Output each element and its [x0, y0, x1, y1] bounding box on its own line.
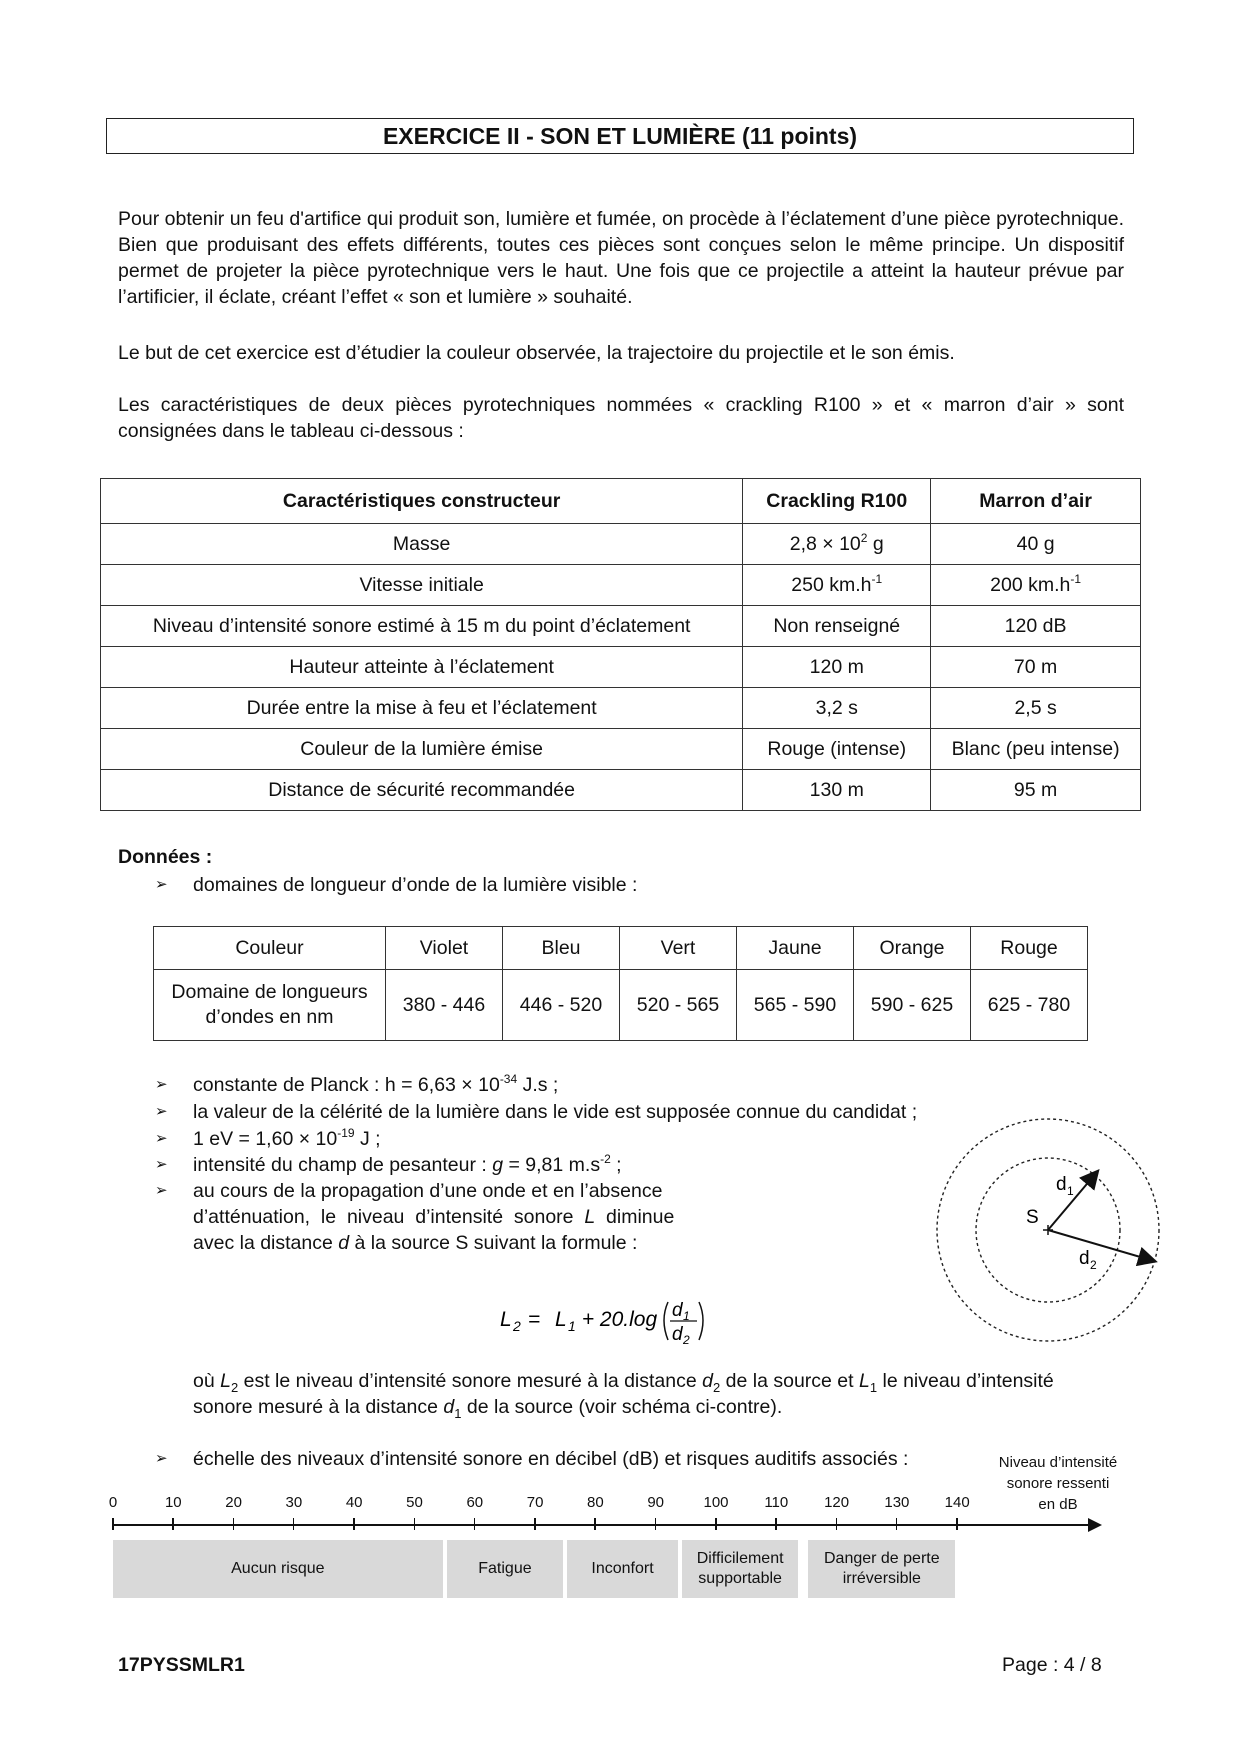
scale-tick-label: 140 — [944, 1494, 970, 1511]
wavelength-range-cell: 520 - 565 — [620, 970, 737, 1041]
formula-sub2: 2 — [513, 1318, 521, 1334]
table-cell: 70 m — [931, 647, 1141, 688]
formula-num-sub: 1 — [683, 1309, 690, 1323]
wavelength-range-cell: 565 - 590 — [737, 970, 854, 1041]
table-intro-paragraph: Les caractéristiques de deux pièces pyrotechniques nommées « crackling R100 » et « marron d’air » sont consignées dans le tableau ci-dessous : — [118, 394, 1124, 442]
table-cell: Blanc (peu intense) — [931, 729, 1141, 770]
exercise-title: EXERCICE II - SON ET LUMIÈRE (11 points) — [106, 118, 1134, 154]
color-name-cell: Vert — [620, 927, 737, 970]
arrow-bullet-icon: ➢ — [155, 1130, 168, 1147]
scale-tick-label: 0 — [108, 1494, 118, 1511]
table-cell: Masse — [101, 524, 743, 565]
scale-tick-label: 50 — [406, 1494, 423, 1511]
table-cell: 120 m — [743, 647, 931, 688]
table-row — [101, 647, 1141, 688]
formula-l1: L — [555, 1308, 567, 1331]
formula-den-sub: 2 — [683, 1333, 690, 1347]
scale-tick-label: 80 — [587, 1494, 604, 1511]
wavelength-range-cell: 446 - 520 — [503, 970, 620, 1041]
table-cell: 130 m — [743, 770, 931, 811]
distance-schema — [930, 1112, 1170, 1352]
table-cell: 95 m — [931, 770, 1141, 811]
arrow-bullet-icon: ➢ — [155, 1156, 168, 1173]
table-cell: Hauteur atteinte à l’éclatement — [101, 647, 743, 688]
scale-tick-label: 40 — [345, 1494, 363, 1511]
characteristics-table — [100, 478, 1141, 811]
scale-tick — [233, 1518, 235, 1530]
scale-tick — [112, 1518, 114, 1530]
table-cell: Vitesse initiale — [101, 565, 743, 606]
formula-sub1: 1 — [568, 1318, 576, 1334]
intro-paragraph: Pour obtenir un feu d'artifice qui produit son, lumière et fumée, on procède à l’éclatement d’une pièce pyrotechnique. Bien que produisant des effets différents, toutes ces pièces sont conçues selon le même principe. Un dispositif permet de projeter la pièce pyrotechnique vers le haut. Une fois que ce projectile a atteint la hauteur prévue par l’artificier, il éclate, créant l’effet « son et lumière » souhaité. — [118, 208, 1124, 308]
ou-line2: sonore mesuré à la distance $d_1$ de la source (voir schéma ci-contre). — [193, 1396, 783, 1421]
wavelength-table — [153, 926, 1088, 1041]
range-row-label: Domaine de longueurs d’ondes en nm — [154, 970, 386, 1041]
wavelength-range-cell: 380 - 446 — [386, 970, 503, 1041]
scale-tick — [896, 1518, 898, 1530]
formula-plus: + 20.log — [576, 1308, 658, 1331]
table-cell: 120 dB — [931, 606, 1141, 647]
table-cell: Couleur de la lumière émise — [101, 729, 743, 770]
formula-num: d — [672, 1300, 683, 1321]
scale-tick — [956, 1518, 958, 1530]
table-cell: 2,5 s — [931, 688, 1141, 729]
scale-tick — [353, 1518, 355, 1530]
arrow-bullet-icon: ➢ — [155, 1103, 168, 1120]
d2-sub: 2 — [1090, 1258, 1097, 1272]
color-name-cell: Orange — [854, 927, 971, 970]
scale-tick — [172, 1518, 174, 1530]
scale-tick — [293, 1518, 295, 1530]
table-cell: 200 $km.h^{-1}$ — [931, 565, 1141, 606]
formula-eq: = — [522, 1308, 546, 1331]
paren-right — [699, 1302, 703, 1340]
table-row — [101, 729, 1141, 770]
d2-label: d — [1079, 1248, 1090, 1269]
scale-tick-label: 120 — [824, 1494, 850, 1511]
scale-tick — [414, 1518, 416, 1530]
scale-tick-label: 60 — [466, 1494, 484, 1511]
footer-code: 17PYSSMLR1 — [118, 1654, 245, 1676]
table-cell: Distance de sécurité recommandée — [101, 770, 743, 811]
scale-tick-label: 130 — [884, 1494, 910, 1511]
table-row — [101, 770, 1141, 811]
arrow-bullet-icon: ➢ — [155, 1450, 168, 1467]
table-cell: Niveau d’intensité sonore estimé à 15 m du point d’éclatement — [101, 606, 743, 647]
goal-paragraph: Le but de cet exercice est d’étudier la couleur observée, la trajectoire du projectile et le son émis. — [118, 342, 955, 364]
header-marron: Marron d’air — [931, 479, 1141, 524]
paren-left — [664, 1302, 668, 1340]
table-cell: 40 g — [931, 524, 1141, 565]
scale-tick — [474, 1518, 476, 1530]
donnees-heading: Données : — [118, 846, 213, 868]
header-characteristics: Caractéristiques constructeur — [101, 479, 743, 524]
table-row — [101, 565, 1141, 606]
color-header-label: Couleur — [154, 927, 386, 970]
scale-axis-line — [113, 1524, 1093, 1526]
scale-tick — [775, 1518, 777, 1530]
scale-tick — [655, 1518, 657, 1530]
scale-tick — [594, 1518, 596, 1530]
color-name-cell: Violet — [386, 927, 503, 970]
table-cell: Rouge (intense) — [743, 729, 931, 770]
arrow-bullet-icon: ➢ — [155, 1076, 168, 1093]
footer-page: Page : 4 / 8 — [1002, 1654, 1102, 1676]
table-cell: 3,2 s — [743, 688, 931, 729]
table-cell: 250 $km.h^{-1}$ — [743, 565, 931, 606]
scale-tick-label: 110 — [764, 1494, 789, 1511]
header-crackling: Crackling R100 — [743, 479, 931, 524]
color-name-cell: Jaune — [737, 927, 854, 970]
risk-zone: Fatigue — [447, 1540, 564, 1598]
arrow-bullet-icon: ➢ — [155, 1182, 168, 1199]
wavelength-range-cell: 590 - 625 — [854, 970, 971, 1041]
table-cell: $2,8 \times 10^2$ g — [743, 524, 931, 565]
table-cell: Non renseigné — [743, 606, 931, 647]
arrow-bullet-icon: ➢ — [155, 876, 168, 893]
table-row — [101, 606, 1141, 647]
scale-tick-label: 70 — [526, 1494, 544, 1511]
decibel-formula — [500, 1288, 720, 1354]
ou-line1: où $L_2$ est le niveau d’intensité sonore mesuré à la distance $d_2$ de la source et $L_1$ le niveau d’intensité — [193, 1370, 1054, 1395]
table-header-row — [101, 479, 1141, 524]
risk-zone: Aucun risque — [113, 1540, 443, 1598]
risk-zone: Difficilement supportable — [682, 1540, 799, 1598]
risk-zone: Inconfort — [567, 1540, 678, 1598]
formula-den: d — [672, 1324, 683, 1345]
formula-l2: L — [500, 1308, 512, 1331]
arrow-d2-icon — [1048, 1230, 1154, 1261]
scale-tick-label: 20 — [225, 1494, 242, 1511]
scale-axis-label: Niveau d’intensité sonore ressenti en dB — [998, 1454, 1118, 1513]
table-row — [101, 688, 1141, 729]
scale-tick-label: 10 — [164, 1494, 182, 1511]
color-name-cell: Bleu — [503, 927, 620, 970]
source-label: S — [1026, 1207, 1039, 1228]
scale-tick-label: 90 — [647, 1494, 665, 1511]
scale-tick — [715, 1518, 717, 1530]
scale-arrow-icon — [1088, 1518, 1102, 1532]
table-cell: Durée entre la mise à feu et l’éclatement — [101, 688, 743, 729]
scale-tick-label: 100 — [703, 1494, 729, 1511]
scale-tick-label: 30 — [285, 1494, 303, 1511]
d1-sub: 1 — [1067, 1184, 1074, 1198]
color-name-cell: Rouge — [971, 927, 1088, 970]
wavelength-range-cell: 625 - 780 — [971, 970, 1088, 1041]
scale-tick — [534, 1518, 536, 1530]
risk-zone: Danger de perte irréversible — [808, 1540, 955, 1598]
d1-label: d — [1056, 1174, 1067, 1195]
scale-tick — [836, 1518, 838, 1530]
table-row — [101, 524, 1141, 565]
